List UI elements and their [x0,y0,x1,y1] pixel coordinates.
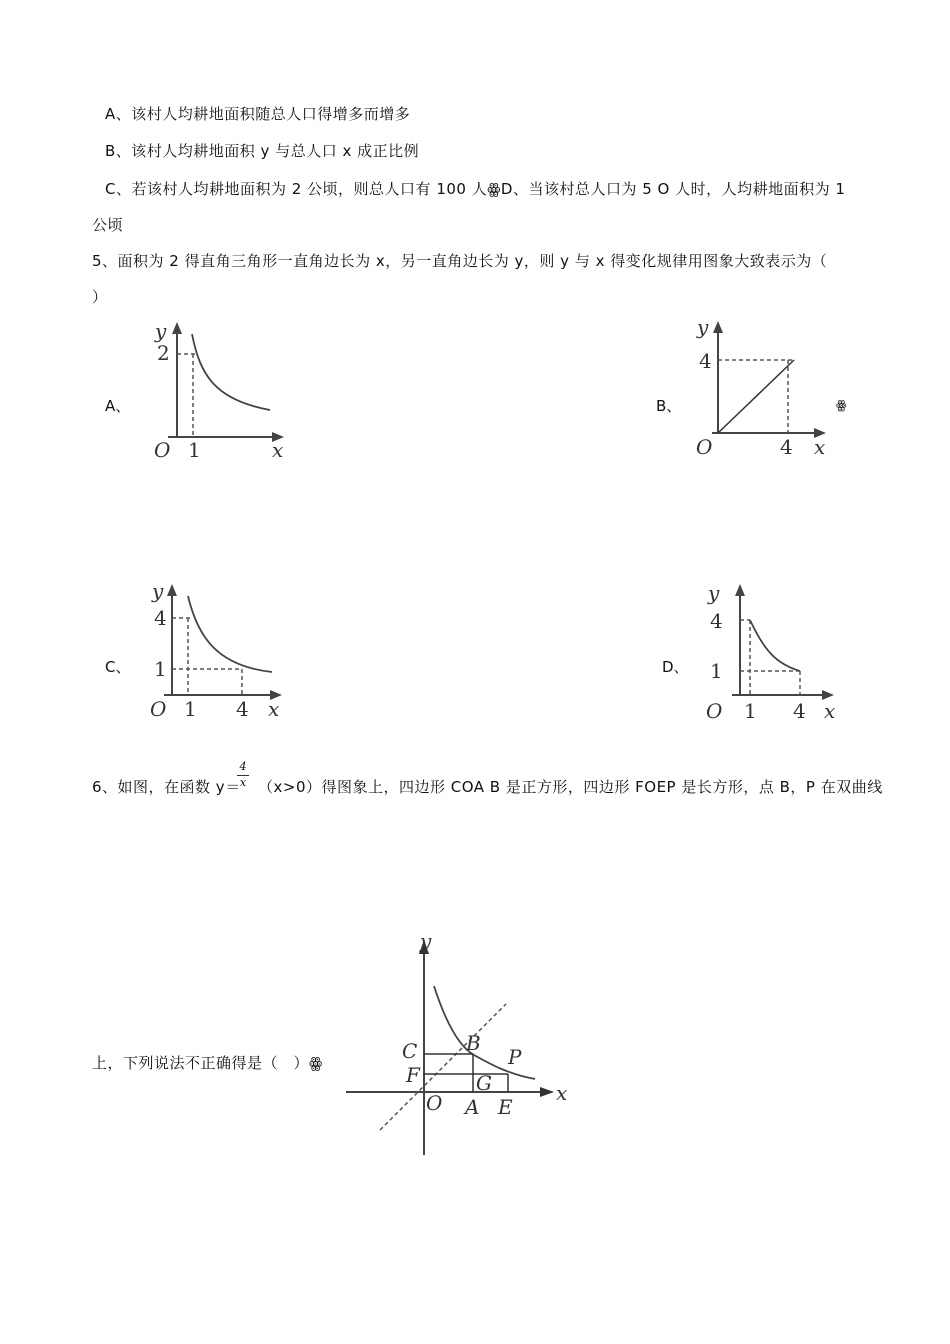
q6-label-e: E [498,1095,513,1119]
graph-c-origin: O [150,697,167,721]
q5-end-mark: ꙮ [836,398,847,412]
graph-d-ytick-top: 4 [710,609,723,633]
q6-label-a: A [465,1095,480,1119]
graph-b-line [718,360,794,433]
q6-stem-continuation: 上，下列说法不正确得是（ ）ꙮ [92,1054,323,1072]
q6-label-b: B [466,1031,481,1055]
graph-a-curve [192,334,270,410]
q4-option-b: B、该村人均耕地面积 y 与总人口 x 成正比例 [105,142,420,160]
q4-option-d-continuation: 公顷 [92,216,124,234]
q5-stem: 5、面积为 2 得直角三角形一直角边长为 x，另一直角边长为 y，则 y 与 x 得变化规律用图象大致表示为（ [92,252,828,270]
graph-d-y-arrow [735,584,745,596]
graph-a-x-label: x [272,438,284,462]
graph-d-xtick-left: 1 [744,699,757,723]
graph-b-y-arrow [713,321,723,333]
graph-d-x-label: x [824,699,836,723]
graph-c-y-arrow [167,584,177,596]
graph-a-xtick: 1 [188,438,201,462]
graph-b-xtick: 4 [780,435,793,459]
q6-label-x: x [556,1081,568,1105]
graph-a-ytick: 2 [157,341,170,365]
q5-stem-end: ） [92,288,108,306]
graph-d-origin: O [706,699,723,723]
q4-option-a: A、该村人均耕地面积随总人口得增多而增多 [105,105,411,123]
q5-graph-d [700,578,845,723]
q6-label-g: G [476,1071,492,1095]
q6-stem-prefix: 6、如图，在函数 y＝ [92,778,241,796]
q6-x-arrow [540,1087,554,1097]
q6-stem-suffix: （x>0）得图象上，四边形 COA B 是正方形，四边形 FOEP 是长方形，点 B，P 在双曲线 [258,778,883,796]
q5-label-d: D、 [662,658,689,676]
graph-c-ytick-top: 4 [154,606,167,630]
graph-d-curve [750,620,800,671]
q5-graph-a [150,320,290,465]
graph-b-y-label: y [697,315,709,339]
q5-label-b: B、 [656,397,682,415]
q6-diagonal-dashed [380,1004,506,1130]
graph-a-y-label: y [155,319,167,343]
q5-graph-c [148,578,293,723]
graph-b-origin: O [696,435,713,459]
q5-label-c: C、 [105,658,131,676]
graph-b-ytick: 4 [699,349,712,373]
q6-fraction-numerator: 4 [239,760,247,773]
graph-d-xtick-right: 4 [793,699,806,723]
q6-fraction-denominator: x [239,776,247,789]
q4-option-c-d: C、若该村人均耕地面积为 2 公顷，则总人口有 100 人ꙮD、当该村总人口为 5 O 人时，人均耕地面积为 1 [105,180,846,198]
q6-label-c: C [402,1039,418,1063]
q6-label-p: P [508,1045,522,1069]
graph-b-x-label: x [814,435,826,459]
q5-label-a: A、 [105,397,131,415]
graph-c-xtick-right: 4 [236,697,249,721]
graph-c-xtick-left: 1 [184,697,197,721]
graph-c-curve [188,596,272,672]
q5-graph-b [692,315,842,463]
q6-label-f: F [406,1063,420,1087]
graph-c-y-label: y [152,579,164,603]
graph-a-y-arrow [172,322,182,334]
graph-d-ytick-bottom: 1 [710,659,723,683]
graph-c-ytick-bottom: 1 [154,657,167,681]
q6-label-y: y [420,929,432,953]
graph-a-origin: O [154,438,171,462]
graph-c-x-label: x [268,697,280,721]
q6-label-o: O [426,1091,443,1115]
q6-figure [340,930,580,1160]
graph-d-y-label: y [708,581,720,605]
